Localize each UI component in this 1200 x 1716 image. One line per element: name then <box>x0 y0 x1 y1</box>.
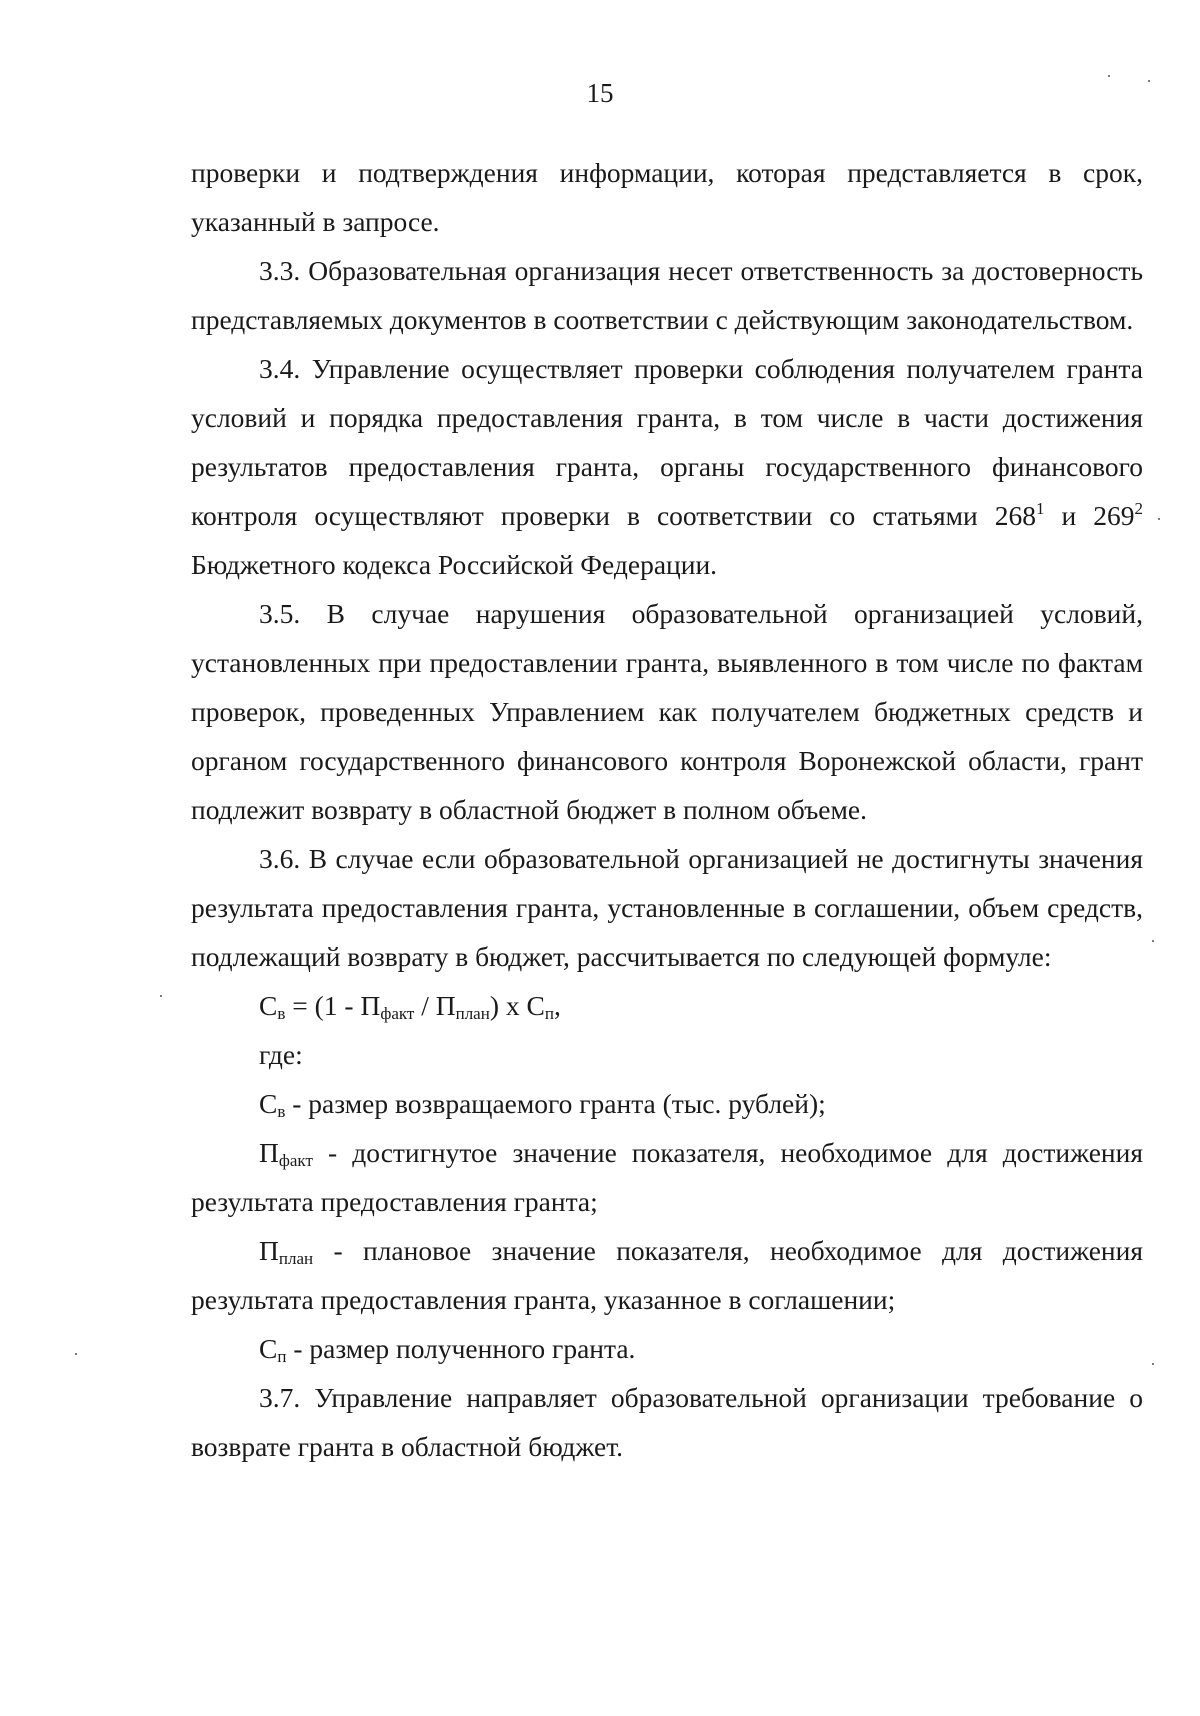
formula: $С_в = (1 - П_{факт} / П_{план})$ x $С_п$, <box>259 990 561 1023</box>
paragraph-continuation: проверки и подтверждения информации, которая представляется в срок, указанный в запросе. <box>191 157 1143 237</box>
scan-speck <box>160 995 162 997</box>
paragraph-3-3: 3.3. Образовательная организация несет ответственность за достоверность представляемых документов в соответствии с действующим законодательством. <box>191 255 1143 335</box>
article-269: $269^2$ <box>1093 499 1144 531</box>
where-label: где: <box>259 1039 303 1070</box>
paragraph-3-4: 3.4. Управление осуществляет проверки соблюдения получателем гранта условий и порядка предоставления гранта, в том числе в части достижения результатов предоставления гранта, органы государственного финансового контроля осуществляют проверки в соответствии со статьями $268^1$ и $269^2$ Бюджетного кодекса Российской Федерации. <box>191 353 1144 580</box>
document-body <box>191 148 1143 1471</box>
scan-speck <box>1152 1363 1154 1365</box>
article-268: $268^1$ <box>994 499 1045 531</box>
definition-plan: $П_{план}$ - плановое значение показателя, необходимое для достижения результата предоставления гранта, указанное в соглашении; <box>191 1235 1143 1315</box>
paragraph-3-7: 3.7. Управление направляет образовательной организации требование о возврате гранта в областной бюджет. <box>191 1382 1143 1462</box>
definition-cp: $С_п$ - размер полученного гранта. <box>259 1333 636 1366</box>
definition-fact: $П_{факт}$ - достигнутое значение показателя, необходимое для достижения результата предоставления гранта; <box>191 1137 1143 1217</box>
scan-speck <box>1108 75 1110 77</box>
scan-speck <box>1152 940 1154 942</box>
article-269-superscript: 2 <box>1134 499 1144 518</box>
scan-speck <box>1158 518 1160 520</box>
definition-cv: $С_в$ - размер возвращаемого гранта (тыс. рублей); <box>259 1088 826 1121</box>
paragraph-3-5: 3.5. В случае нарушения образовательной организацией условий, установленных при предоставлении гранта, выявленного в том числе по фактам проверок, проведенных Управлением как получателем бюджетных средств и органом государственного финансового контроля Воронежской области, грант подлежит возврату в областной бюджет в полном объеме. <box>191 598 1143 825</box>
paragraph-3-4-tail: Бюджетного кодекса Российской Федерации. <box>191 549 718 580</box>
scan-speck <box>1148 80 1150 82</box>
paragraph-3-4-text: 3.4. Управление осуществляет проверки соблюдения получателем гранта условий и порядка предоставления гранта, в том числе в части достижения результатов предоставления гранта, органы государственного финансового контроля осуществляют проверки в соответствии со статьями <box>191 353 1143 531</box>
scan-speck <box>75 1353 77 1355</box>
article-268-superscript: 1 <box>1036 499 1045 518</box>
paragraph-3-6: 3.6. В случае если образовательной организацией не достигнуты значения результата предоставления гранта, установленные в соглашении, объем средств, подлежащий возврату в бюджет, рассчитывается по следующей формуле: <box>191 843 1143 972</box>
page-number: 15 <box>586 78 614 108</box>
